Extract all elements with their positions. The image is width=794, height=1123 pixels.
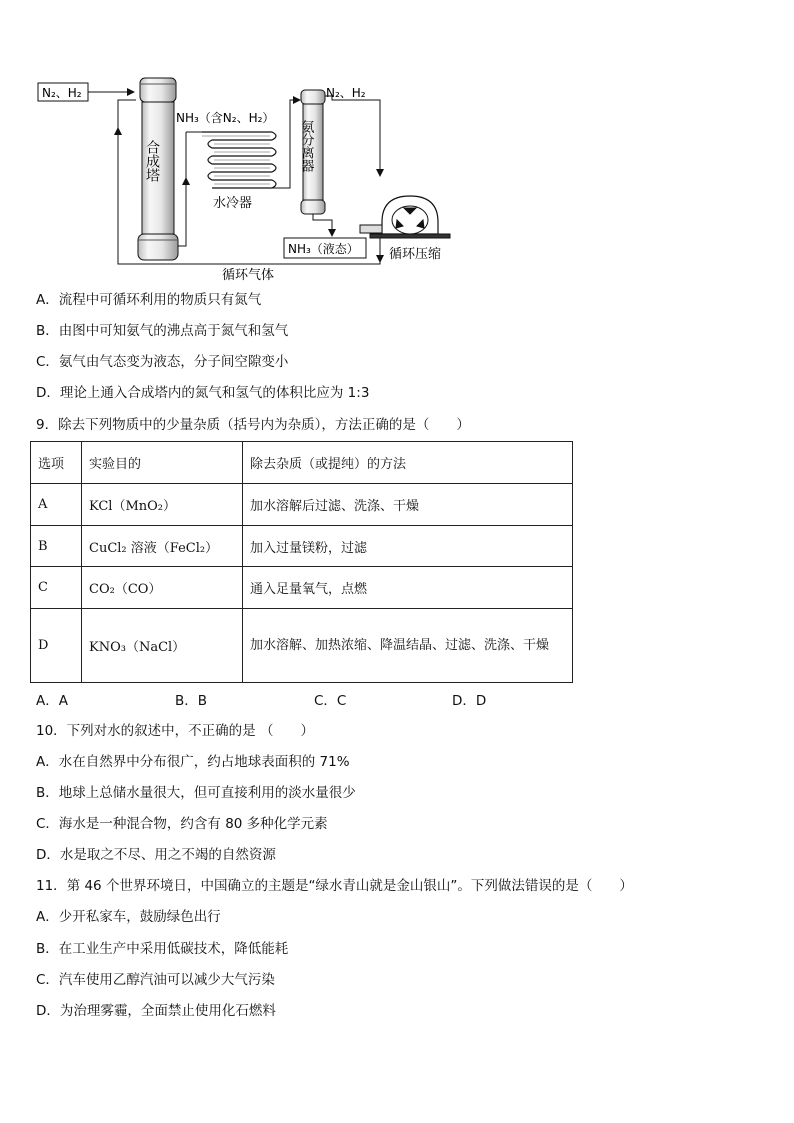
table-cell: 加水溶解、加热浓缩、降温结晶、过滤、洗涤、干燥: [243, 609, 573, 683]
q10-option-c: C．海水是一种混合物，约含有 80 多种化学元素: [36, 816, 328, 832]
q10-option-a: A．水在自然界中分布很广，约占地球表面积的 71%: [36, 754, 350, 770]
recycle-top-pipe: [325, 96, 380, 176]
q8-option-b: B．由图中可知氨气的沸点高于氮气和氢气: [36, 323, 289, 339]
table-cell: C: [31, 567, 82, 609]
liquid-outlet-pipe: [313, 214, 332, 236]
table-header-cell: 选项: [31, 442, 82, 484]
table-cell: B: [31, 526, 82, 567]
cooler-label: 水冷器: [213, 196, 253, 211]
liquid-label: NH₃（液态）: [288, 242, 359, 256]
table-cell: CuCl₂ 溶液（FeCl₂）: [82, 526, 243, 567]
q10-stem: 10．下列对水的叙述中，不正确的是 （ ）: [36, 723, 314, 739]
separator-label: 氨分离器: [298, 120, 314, 172]
cooler-outlet-pipe: [272, 100, 300, 188]
q9-option-b: B．B: [175, 693, 208, 709]
q8-option-d: D．理论上通入合成塔内的氮气和氢气的体积比应为 1:3: [36, 385, 370, 401]
table-cell: KNO₃（NaCl）: [82, 609, 243, 683]
q10-option-b: B．地球上总储水量很大，但可直接利用的淡水量很少: [36, 785, 356, 801]
table-row: [31, 526, 573, 567]
q10-option-d: D．水是取之不尽、用之不竭的自然资源: [36, 847, 276, 863]
q9-stem: 9．除去下列物质中的少量杂质（括号内为杂质），方法正确的是（ ）: [36, 417, 470, 433]
table-header-cell: 除去杂质（或提纯）的方法: [243, 442, 573, 484]
recycle-gas-label: 循环气体: [222, 268, 275, 283]
table-cell: KCl（MnO₂）: [82, 484, 243, 526]
q11-option-b: B．在工业生产中采用低碳技术，降低能耗: [36, 941, 289, 957]
q8-option-c: C．氨气由气态变为液态，分子间空隙变小: [36, 354, 289, 370]
tower-label: 合成塔: [144, 140, 160, 182]
inlet-label: N₂、H₂: [42, 86, 82, 100]
table-cell: D: [31, 609, 82, 683]
ammonia-synthesis-diagram: [0, 0, 794, 290]
q11-option-d: D．为治理雾霾，全面禁止使用化石燃料: [36, 1003, 276, 1019]
table-row: [31, 484, 573, 526]
compressor-label: 循环压缩: [389, 247, 442, 262]
compressor: [360, 196, 450, 238]
q9-option-a: A．A: [36, 693, 68, 709]
table-header-row: [31, 442, 573, 484]
table-header-cell: 实验目的: [82, 442, 243, 484]
table-cell: CO₂（CO）: [82, 567, 243, 609]
water-cooler-coil: [202, 132, 276, 188]
table-row: [31, 609, 573, 683]
nh3-mix-label: NH₃（含N₂、H₂）: [176, 111, 275, 125]
q11-option-a: A．少开私家车，鼓励绿色出行: [36, 909, 221, 925]
tower-outlet-pipe: [178, 132, 186, 246]
q11-option-c: C．汽车使用乙醇汽油可以减少大气污染: [36, 972, 275, 988]
recycle-top-label: N₂、H₂: [326, 86, 366, 100]
q8-option-a: A．流程中可循环利用的物质只有氮气: [36, 292, 262, 308]
table-cell: 加水溶解后过滤、洗涤、干燥: [243, 484, 573, 526]
table-row: [31, 567, 573, 609]
table-cell: A: [31, 484, 82, 526]
q11-stem: 11．第 46 个世界环境日，中国确立的主题是“绿水青山就是金山银山”。下列做法错误的是（ ）: [36, 878, 633, 894]
q9-table: [30, 441, 573, 683]
q9-option-d: D．D: [452, 693, 487, 709]
q9-option-c: C．C: [314, 693, 347, 709]
table-cell: 通入足量氧气，点燃: [243, 567, 573, 609]
table-cell: 加入过量镁粉，过滤: [243, 526, 573, 567]
